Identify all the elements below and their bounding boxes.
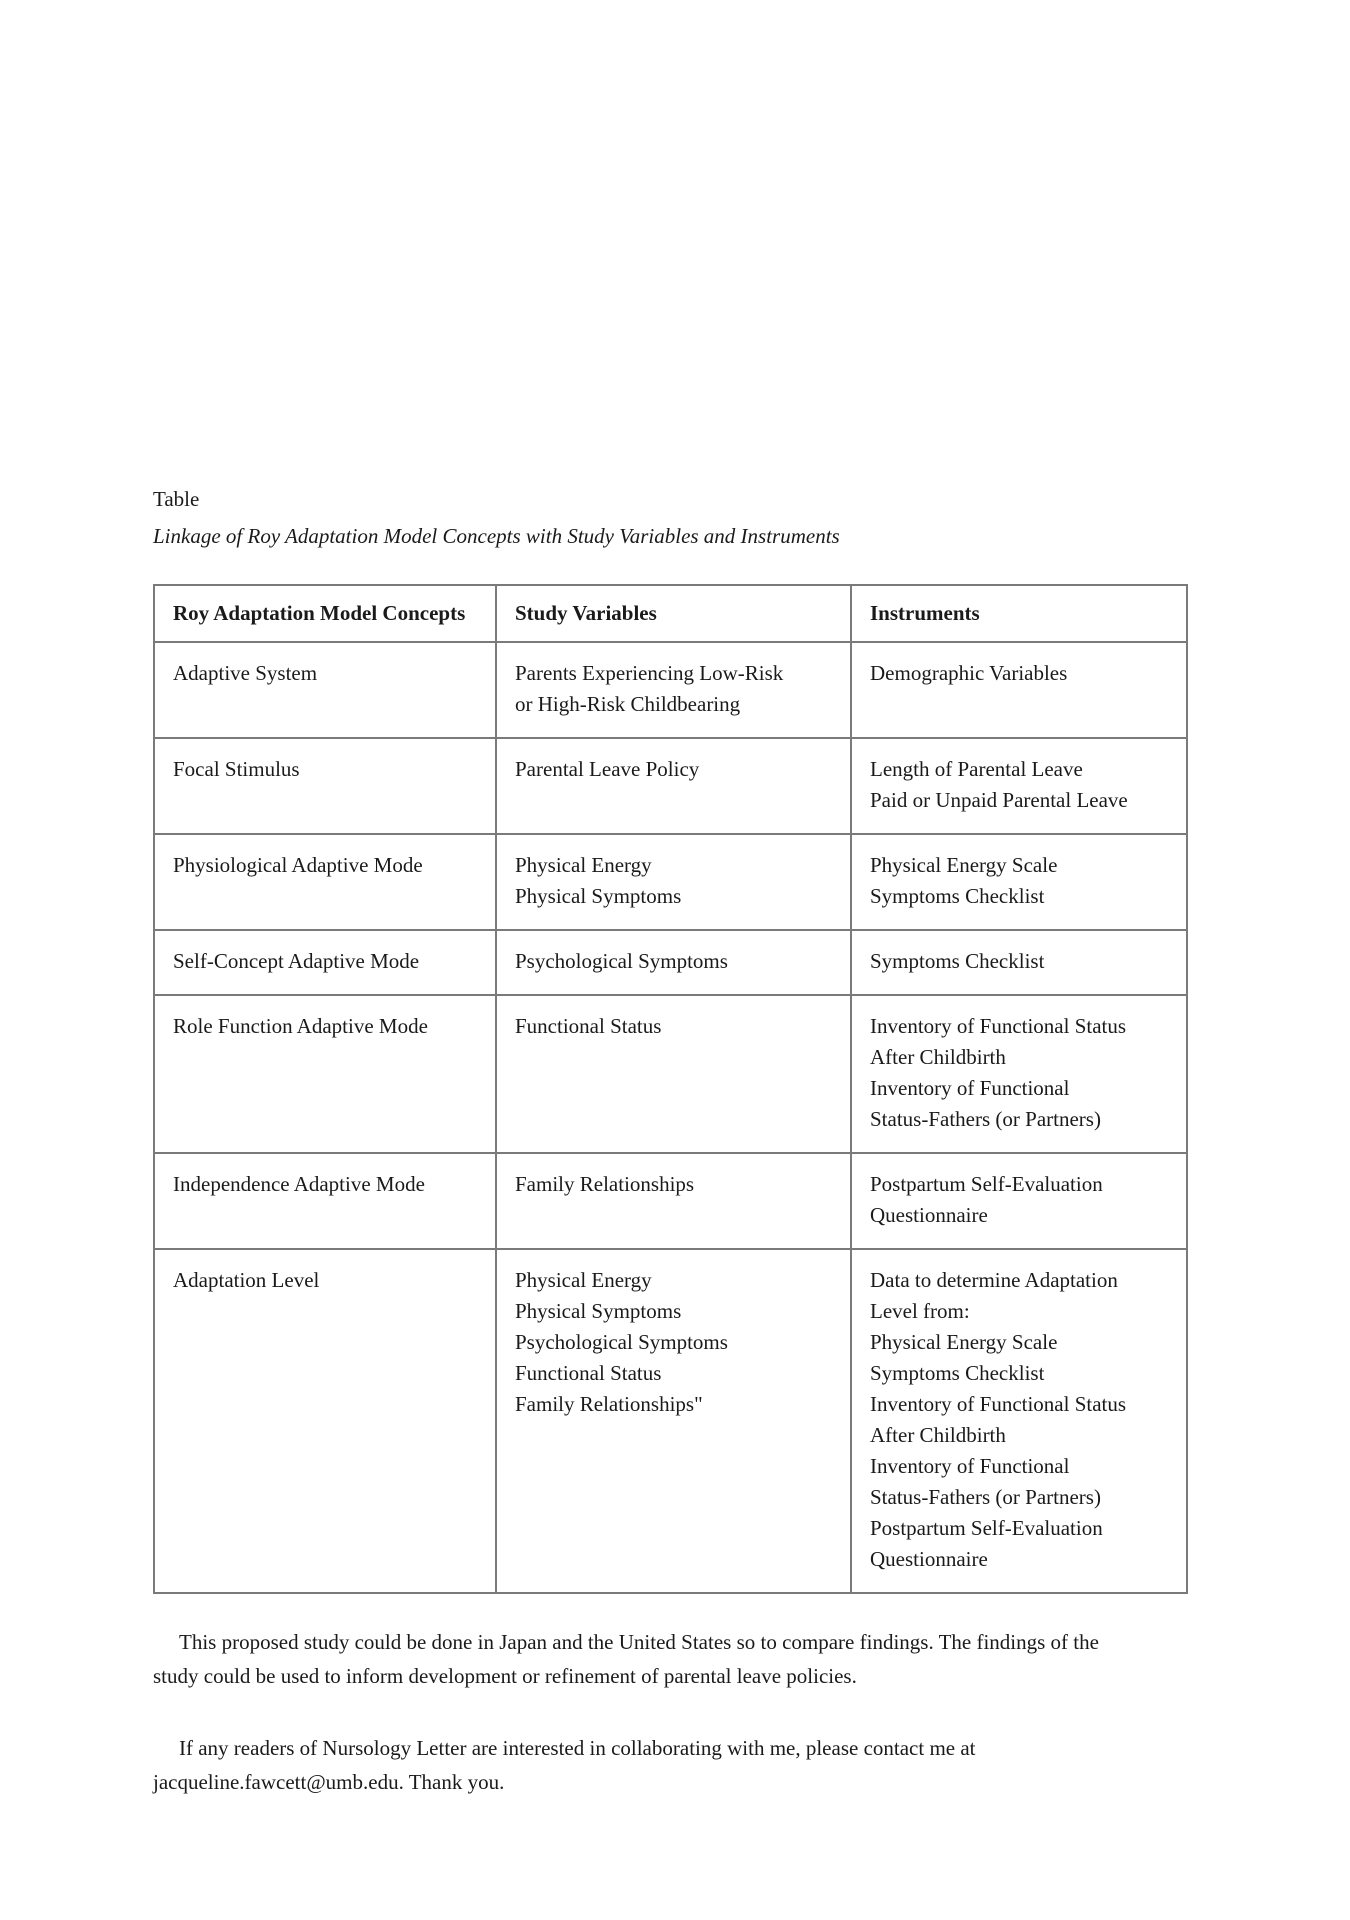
cell-line: Psychological Symptoms — [515, 949, 728, 973]
cell-instruments — [851, 1153, 1187, 1249]
cell-line: Inventory of Functional Status — [870, 1392, 1127, 1416]
cell-concept — [154, 995, 496, 1153]
cell-line: After Childbirth — [870, 1423, 1006, 1447]
table-row — [154, 834, 1187, 930]
cell-line: Focal Stimulus — [173, 757, 300, 781]
table-row — [154, 642, 1187, 738]
cell-line: Symptoms Checklist — [870, 949, 1045, 973]
paragraph-line: If any readers of Nursology Letter are interested in collaborating with me, please contact me at — [179, 1736, 976, 1760]
cell-line: Family Relationships" — [515, 1392, 703, 1416]
cell-line: After Childbirth — [870, 1045, 1006, 1069]
cell-line: Role Function Adaptive Mode — [173, 1014, 428, 1038]
cell-line: Physical Symptoms — [515, 884, 682, 908]
linkage-table — [153, 584, 1188, 1594]
cell-line: Demographic Variables — [870, 661, 1068, 685]
cell-line: Functional Status — [515, 1361, 662, 1385]
cell-line: Adaptive System — [173, 661, 318, 685]
cell-variables — [496, 738, 851, 834]
cell-instruments — [851, 834, 1187, 930]
column-header-instruments: Instruments — [851, 585, 1187, 642]
cell-line: Postpartum Self-Evaluation — [870, 1516, 1103, 1540]
cell-line: Status-Fathers (or Partners) — [870, 1485, 1101, 1509]
cell-line: Parental Leave Policy — [515, 757, 700, 781]
cell-line: Status-Fathers (or Partners) — [870, 1107, 1101, 1131]
cell-variables — [496, 1153, 851, 1249]
paragraph-line: This proposed study could be done in Japan and the United States so to compare findings. The findings of the — [179, 1630, 1099, 1654]
cell-variables — [496, 1249, 851, 1593]
cell-line: Inventory of Functional — [870, 1076, 1070, 1100]
table-row — [154, 738, 1187, 834]
cell-instruments — [851, 1249, 1187, 1593]
paragraph-line: jacqueline.fawcett@umb.edu. Thank you. — [153, 1770, 505, 1794]
cell-variables — [496, 995, 851, 1153]
table-row — [154, 1249, 1187, 1593]
cell-line: Symptoms Checklist — [870, 884, 1045, 908]
table-row — [154, 930, 1187, 995]
cell-concept — [154, 1249, 496, 1593]
cell-line: Psychological Symptoms — [515, 1330, 728, 1354]
cell-line: Functional Status — [515, 1014, 662, 1038]
table-label: Table — [153, 487, 200, 511]
cell-line: Self-Concept Adaptive Mode — [173, 949, 420, 973]
table-row — [154, 1153, 1187, 1249]
cell-line: Questionnaire — [870, 1203, 988, 1227]
cell-variables — [496, 930, 851, 995]
table-row — [154, 995, 1187, 1153]
cell-line: Level from: — [870, 1299, 970, 1323]
cell-line: Symptoms Checklist — [870, 1361, 1045, 1385]
paragraph-contact — [153, 1731, 1238, 1799]
cell-instruments — [851, 930, 1187, 995]
cell-line: Inventory of Functional Status — [870, 1014, 1127, 1038]
cell-concept — [154, 1153, 496, 1249]
cell-line: Physical Energy Scale — [870, 853, 1058, 877]
column-header-variables: Study Variables — [496, 585, 851, 642]
cell-variables — [496, 834, 851, 930]
cell-instruments — [851, 995, 1187, 1153]
cell-line: Adaptation Level — [173, 1268, 320, 1292]
cell-line: Parents Experiencing Low-Risk — [515, 661, 784, 685]
cell-line: or High-Risk Childbearing — [515, 692, 741, 716]
cell-line: Inventory of Functional — [870, 1454, 1070, 1478]
cell-line: Physical Energy — [515, 853, 652, 877]
cell-line: Physical Energy — [515, 1268, 652, 1292]
cell-line: Data to determine Adaptation — [870, 1268, 1118, 1292]
cell-line: Postpartum Self-Evaluation — [870, 1172, 1103, 1196]
paragraph-line: study could be used to inform development or refinement of parental leave policies. — [153, 1664, 857, 1688]
cell-concept — [154, 642, 496, 738]
table-header-row — [154, 585, 1187, 642]
cell-line: Independence Adaptive Mode — [173, 1172, 425, 1196]
paragraph-study-summary — [153, 1625, 1238, 1693]
cell-line: Questionnaire — [870, 1547, 988, 1571]
cell-line: Family Relationships — [515, 1172, 695, 1196]
cell-concept — [154, 930, 496, 995]
cell-concept — [154, 738, 496, 834]
document-heading — [153, 484, 1230, 552]
cell-line: Physiological Adaptive Mode — [173, 853, 423, 877]
cell-line: Length of Parental Leave — [870, 757, 1083, 781]
cell-line: Paid or Unpaid Parental Leave — [870, 788, 1128, 812]
cell-line: Physical Energy Scale — [870, 1330, 1058, 1354]
column-header-concepts: Roy Adaptation Model Concepts — [154, 585, 496, 642]
cell-concept — [154, 834, 496, 930]
cell-instruments — [851, 738, 1187, 834]
cell-instruments — [851, 642, 1187, 738]
table-caption: Linkage of Roy Adaptation Model Concepts with Study Variables and Instruments — [153, 524, 840, 548]
cell-variables — [496, 642, 851, 738]
cell-line: Physical Symptoms — [515, 1299, 682, 1323]
